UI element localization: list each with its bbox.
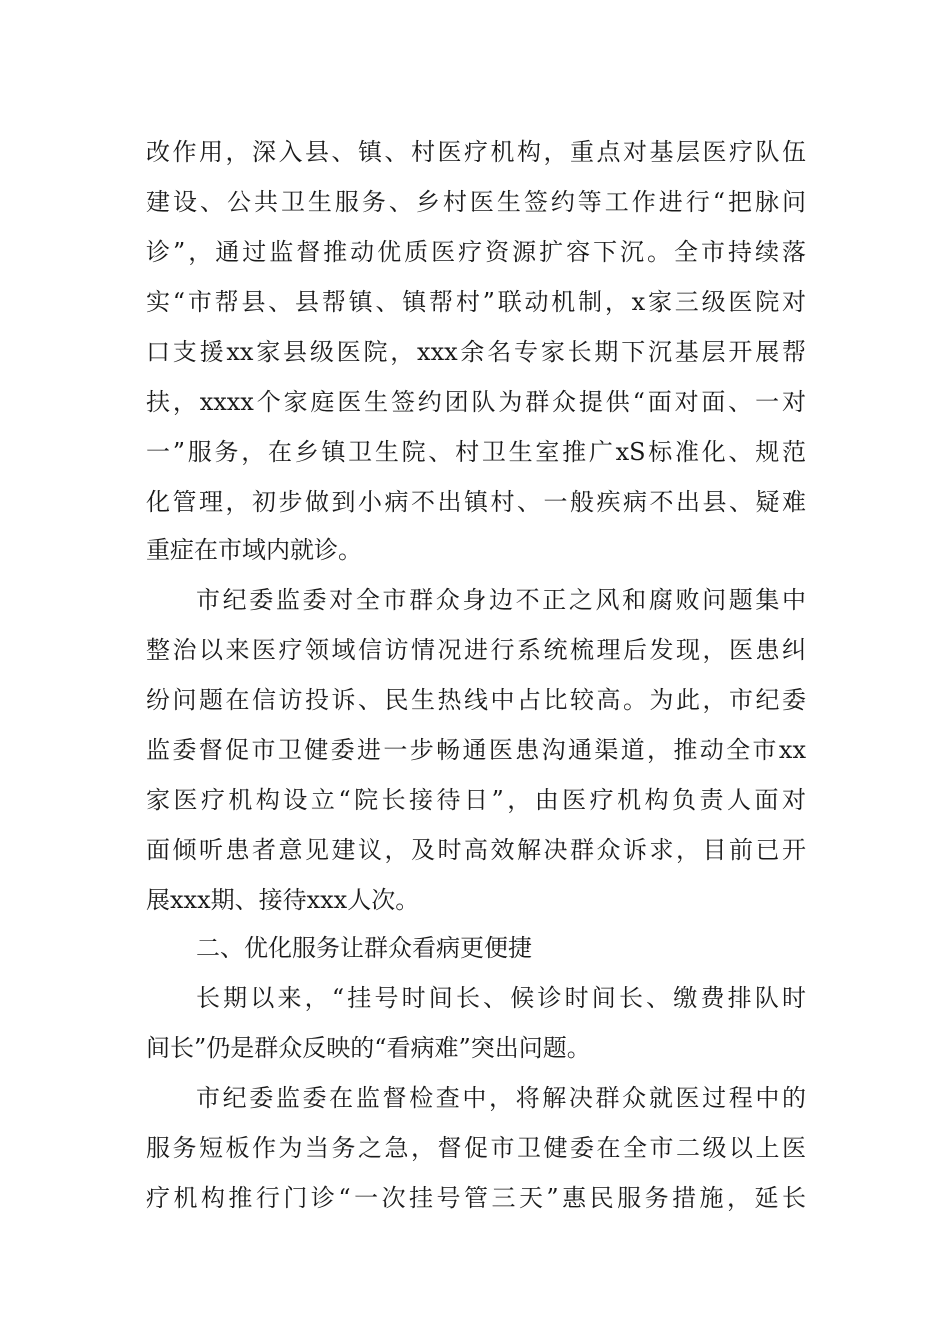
text-line: 家医疗机构设立“院长接待日”，由医疗机构负责人面对 — [146, 786, 806, 814]
text-line: 展xxx期、接待xxx人次。 — [146, 886, 420, 914]
text-line: 建设、公共卫生服务、乡村医生签约等工作进行“把脉问 — [146, 188, 806, 216]
text-line: 一”服务，在乡镇卫生院、村卫生室推广xS标准化、规范 — [146, 438, 806, 466]
text-line: 疗机构推行门诊“一次挂号管三天”惠民服务措施，延长 — [146, 1184, 806, 1212]
text-line: 改作用，深入县、镇、村医疗机构，重点对基层医疗队伍 — [146, 138, 806, 166]
text-line: 整治以来医疗领域信访情况进行系统梳理后发现，医患纠 — [146, 636, 806, 664]
text-line: 间长”仍是群众反映的“看病难”突出问题。 — [146, 1034, 591, 1062]
paragraph-first-line: 市纪委监委在监督检查中，将解决群众就医过程中的 — [196, 1084, 806, 1112]
text-line: 诊”，通过监督推动优质医疗资源扩容下沉。全市持续落 — [146, 238, 806, 266]
text-line: 重症在市域内就诊。 — [146, 536, 362, 564]
text-line: 纷问题在信访投诉、民生热线中占比较高。为此，市纪委 — [146, 686, 806, 714]
section-heading: 二、优化服务让群众看病更便捷 — [196, 934, 532, 962]
text-line: 化管理，初步做到小病不出镇村、一般疾病不出县、疑难 — [146, 488, 806, 516]
text-line: 服务短板作为当务之急，督促市卫健委在全市二级以上医 — [146, 1134, 806, 1162]
text-line: 实“市帮县、县帮镇、镇帮村”联动机制，x家三级医院对 — [146, 288, 806, 316]
text-line: 口支援xx家县级医院，xxx余名专家长期下沉基层开展帮 — [146, 338, 806, 366]
text-line: 监委督促市卫健委进一步畅通医患沟通渠道，推动全市xx — [146, 736, 806, 764]
text-line: 面倾听患者意见建议，及时高效解决群众诉求，目前已开 — [146, 836, 806, 864]
paragraph-first-line: 长期以来，“挂号时间长、候诊时间长、缴费排队时 — [196, 984, 806, 1012]
text-line: 扶，xxxx个家庭医生签约团队为群众提供“面对面、一对 — [146, 388, 806, 416]
paragraph-first-line: 市纪委监委对全市群众身边不正之风和腐败问题集中 — [196, 586, 806, 614]
